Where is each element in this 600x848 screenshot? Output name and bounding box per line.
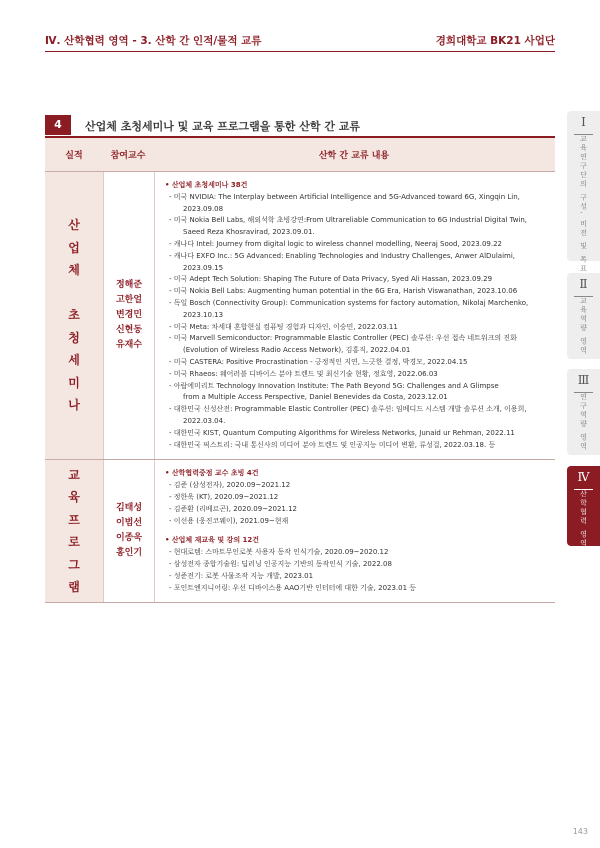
list-item-text: - 미국 CASTERA: Positive Procrastination - 긍정적인 지연, 느긋한 결정, 박경모, 2022.04.15	[169, 357, 468, 366]
list-item	[165, 239, 545, 251]
side-tab-divider	[574, 392, 593, 393]
content-cell	[155, 460, 555, 602]
list-item-continuation: 2022.03.04.	[183, 416, 226, 425]
category-char: 프	[68, 512, 80, 527]
header-divider	[45, 51, 555, 52]
list-item	[165, 381, 545, 405]
side-tab-numeral: Ⅲ	[577, 373, 590, 387]
category-char: 미	[68, 375, 80, 390]
list-item-text: - 미국 Marvell Semiconductor: Programmable Elastic Controller (PEC) 솔루션: 우선 접속 네트워크의 진화	[169, 334, 517, 343]
list-item	[165, 298, 545, 322]
list-item-text: - 현대로템: 스마트무인로봇 사용자 동작 인식기술, 2020.09~2020.12	[169, 548, 389, 557]
side-tab-numeral: Ⅱ	[579, 277, 588, 291]
professors-cell	[104, 172, 155, 459]
professors-cell	[104, 460, 155, 602]
side-tab-1[interactable]	[567, 111, 600, 274]
list-item	[165, 583, 545, 595]
content-heading: • 산업체 초청세미나 38건	[165, 181, 248, 189]
side-tab-label: 교육역량 영역	[579, 297, 588, 356]
table-header-row	[45, 138, 555, 172]
list-item-text: - 대한민국 신성산전: Programmable Elastic Controller (PEC) 솔루션: 임베디드 시스템 개발 솔루션 소개, 이용희,	[169, 405, 527, 414]
category-char: 초	[68, 308, 80, 323]
list-item-text: - 대한민국 KIST, Quantum Computing Algorithms for Wireless Networks, Junaid ur Rehman, 2022.11	[169, 428, 515, 437]
list-item-text: - 김준환 (리베르곤), 2020.09~2021.12	[169, 504, 297, 513]
content-heading: • 산학협력중점 교수 초빙 4건	[165, 469, 259, 478]
side-tab-4[interactable]	[567, 466, 600, 549]
side-tab-numeral: Ⅰ	[581, 115, 586, 129]
list-item-continuation: 2023.09.08	[183, 204, 224, 213]
category-cell	[45, 172, 104, 459]
header-content: 산학 간 교류 내용	[318, 151, 390, 161]
header-achievement: 실적	[65, 151, 83, 161]
list-item	[165, 369, 545, 381]
professor-name: 정해준	[115, 280, 143, 291]
list-item-text: - 캐나다 EXFO Inc.: 5G Advanced: Enabling Technologies and Industry Challenges, Anwer AlDulaimi,	[169, 251, 516, 260]
list-item-continuation: Saeed Reza Khosravirad, 2023.09.01.	[183, 228, 315, 237]
content-spacer	[165, 527, 545, 535]
category-char: 체	[68, 263, 80, 278]
list-item	[165, 333, 545, 357]
list-item-text: - 미국 Nokia Bell Labs, 해외석학 초빙강연:From Ultrareliable Communication to 6G Industrial Digital Twin,	[169, 216, 528, 225]
list-item-text: - 김준 (삼성전자), 2020.09~2021.12	[169, 481, 291, 490]
category-cell	[45, 460, 104, 602]
category-char: 산	[68, 218, 80, 233]
side-tab-divider	[574, 134, 593, 135]
professor-name: 이종욱	[115, 533, 143, 544]
category-char: 업	[68, 240, 80, 255]
list-item	[165, 404, 545, 428]
list-item-text: - 캐나다 Intel: Journey from digital logic to wireless channel modelling, Neeraj Sood, 2023.09.22	[169, 239, 503, 248]
professor-name: 변경민	[115, 310, 143, 321]
list-item-text: - 대한민국 픽스트리: 국내 통신사의 미디어 분야 트렌드 및 인공지능 미디어 변환, 류성걸, 2022.03.18. 등	[169, 440, 496, 449]
category-char: 교	[68, 467, 80, 482]
category-char: 램	[68, 580, 80, 595]
side-tab-numeral: Ⅳ	[577, 470, 590, 484]
professor-name: 홍인기	[115, 548, 143, 559]
page-number: 143	[572, 827, 588, 836]
list-item-text: - 삼성전자 종합기술원: 딥러닝 인공지능 기반의 동작인식 기술, 2022.08	[169, 559, 392, 568]
list-item-text: - 포인트엔지니어링: 우선 디바이스용 AAO기반 인터터에 대한 기술, 2023.01 등	[169, 583, 417, 592]
side-tab-2[interactable]	[567, 273, 600, 359]
side-tab-label: 교육연구단의 구성, 비전 및 목표	[579, 135, 588, 274]
side-tab-label: 연구역량 영역	[579, 393, 588, 452]
list-item-text: - 미국 Adept Tech Solution: Shaping The Future of Data Privacy, Syed Ali Hassan, 2023.09.29	[169, 275, 493, 284]
category-char: 로	[68, 535, 80, 550]
list-item	[165, 516, 545, 528]
section-number-badge: 4	[45, 115, 71, 135]
category-char: 세	[68, 353, 80, 368]
list-item	[165, 192, 545, 216]
list-item	[165, 357, 545, 369]
list-item	[165, 559, 545, 571]
list-item	[165, 571, 545, 583]
side-tab-divider	[574, 296, 593, 297]
list-item	[165, 480, 545, 492]
category-char: 나	[68, 398, 80, 413]
list-item	[165, 215, 545, 239]
list-item-text: - 미국 Meta: 차세대 혼합현실 컴퓨팅 경험과 디자인, 이승민, 2022.03.11	[169, 322, 398, 331]
table-row	[45, 172, 555, 460]
list-item-continuation: from a Multiple Access Perspective, Daniel Benevides da Costa, 2023.12.01	[183, 393, 448, 402]
side-tab-divider	[574, 489, 593, 490]
table-body	[45, 172, 555, 603]
list-item	[165, 322, 545, 334]
list-item-continuation: (Evolution of Wireless Radio Access Network), 김홍직, 2022.04.01	[183, 346, 411, 355]
list-item-text: - 성준전기: 로봇 사물조작 지능 개발, 2023.01	[169, 571, 314, 580]
list-item-text: - 미국 Rhaeos: 웨어러블 디바이스 분야 트렌드 및 최신기술 현황, 정효영, 2022.06.03	[169, 369, 438, 378]
content-cell	[155, 172, 555, 459]
professor-name: 고한얼	[115, 295, 143, 306]
professor-name: 김태성	[115, 503, 143, 514]
list-item	[165, 547, 545, 559]
table-row	[45, 460, 555, 603]
list-item-text: - 미국 NVIDIA: The Interplay between Artificial Intelligence and 5G-Advanced toward 6G, Xingqin Lin,	[169, 192, 520, 201]
list-item	[165, 504, 545, 516]
header-section-path: Ⅳ. 산학협력 영역 - 3. 산학 간 인적/물적 교류	[45, 35, 262, 47]
list-item	[165, 428, 545, 440]
professor-name: 이범선	[115, 518, 143, 529]
side-tab-3[interactable]	[567, 369, 600, 455]
section-title-row	[45, 115, 555, 135]
list-item	[165, 440, 545, 452]
section-title: 산업체 초청세미나 및 교육 프로그램을 통한 산학 간 교류	[85, 120, 361, 133]
list-item-continuation: 2023.09.15	[183, 263, 224, 272]
header-organization: 경희대학교 BK21 사업단	[435, 35, 555, 47]
exchange-table	[45, 136, 555, 603]
list-item-text: - 독일 Bosch (Connectivity Group): Communication systems for factory automation, Nikolaj Marchenko,	[169, 298, 529, 307]
list-item	[165, 251, 545, 275]
list-item	[165, 274, 545, 286]
list-item	[165, 286, 545, 298]
category-char: 육	[68, 490, 80, 505]
list-item-text: - 정한욱 (KT), 2020.09~2021.12	[169, 492, 279, 501]
list-item-continuation: 2023.10.13	[183, 310, 224, 319]
category-char: 청	[68, 330, 80, 345]
list-item-text: - 이선용 (웅진코웨이), 2021.09~현재	[169, 516, 289, 525]
content-heading: • 산업체 재교육 및 강의 12건	[165, 536, 260, 545]
list-item-text: - 미국 Nokia Bell Labs: Augmenting human potential in the 6G Era, Harish Viswanathan, 2023.10.06	[169, 287, 518, 296]
professor-name: 신현동	[115, 325, 143, 336]
professor-name: 유재수	[115, 340, 143, 351]
category-char: 그	[68, 557, 80, 572]
side-tab-label: 산학협력 영역	[579, 490, 588, 549]
list-item	[165, 492, 545, 504]
list-item-text: - 아랍에미리트 Technology Innovation Institute: The Path Beyond 5G: Challenges and A Glimpse	[169, 381, 499, 390]
header-professors: 참여교수	[110, 151, 146, 161]
